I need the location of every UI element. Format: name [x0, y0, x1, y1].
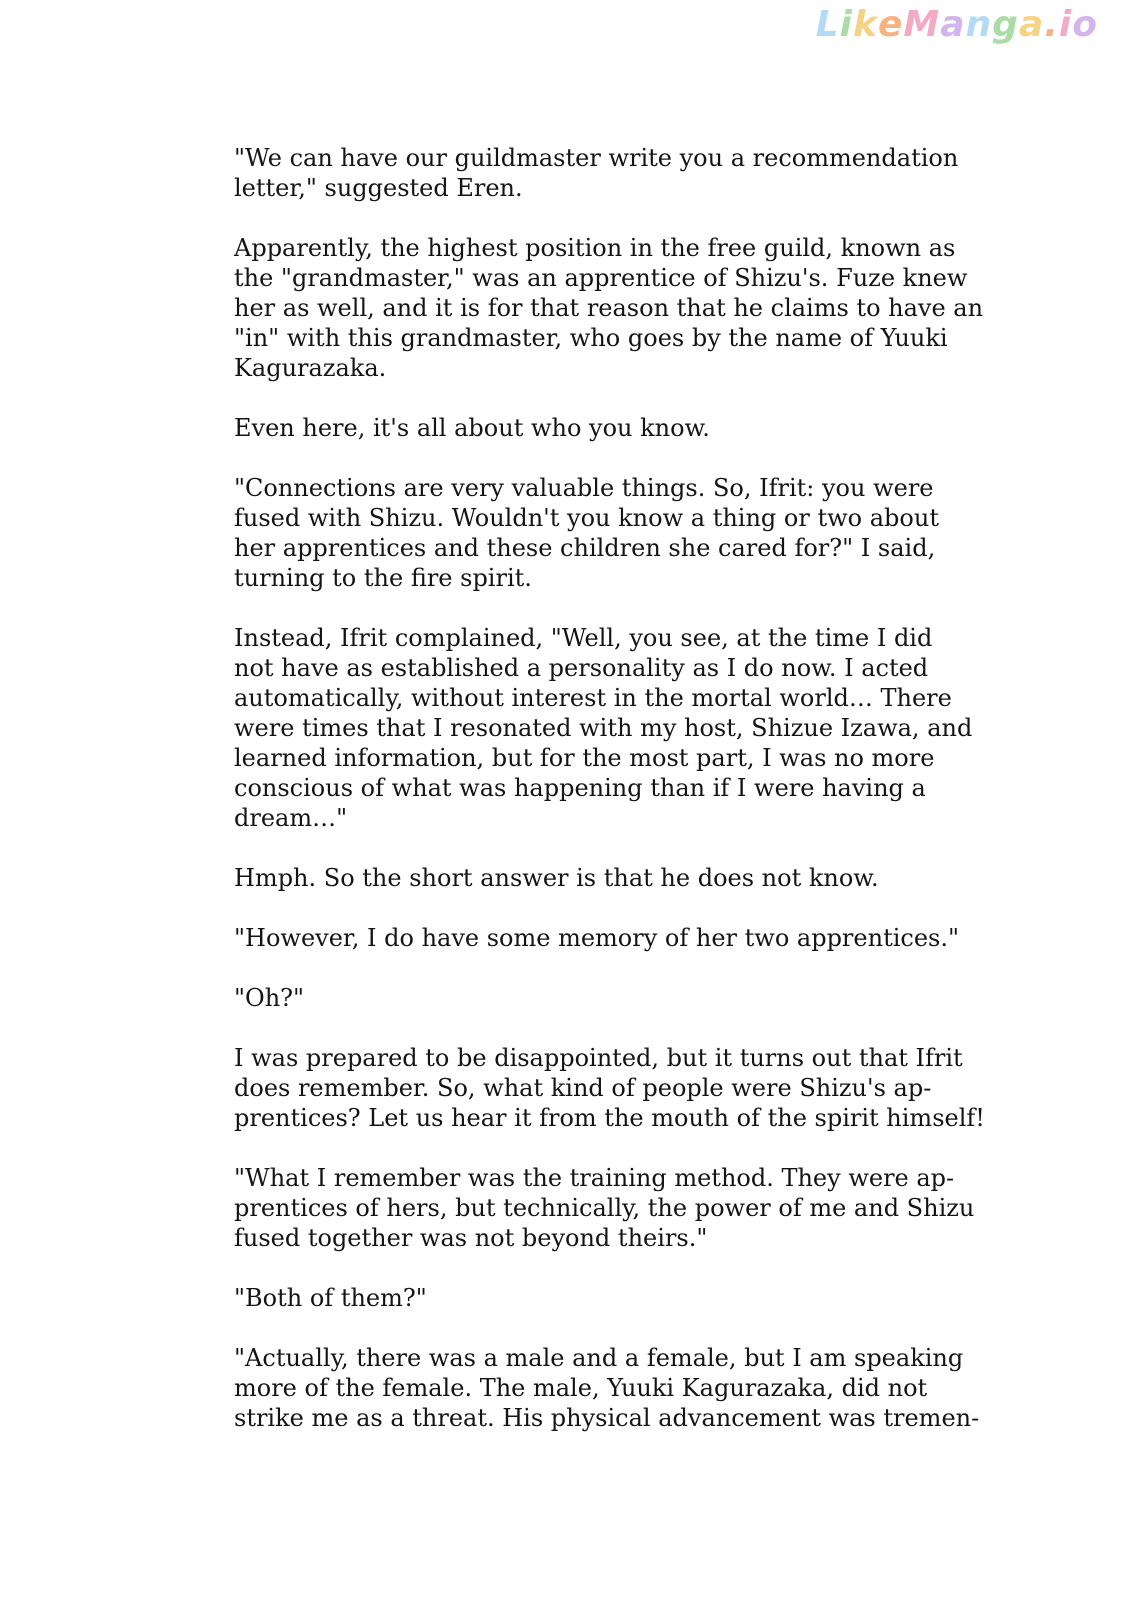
watermark-letter: i	[1058, 4, 1073, 45]
paragraph	[234, 233, 984, 383]
text-line: "in" with this grandmaster, who goes by the name of Yuuki	[234, 324, 948, 352]
text-line: were times that I resonated with my host, Shizue Izawa, and	[234, 714, 973, 742]
text-line: fused with Shizu. Wouldn't you know a thing or two about	[234, 504, 939, 532]
text-line: turning to the fire spirit.	[234, 564, 532, 592]
text-line: learned information, but for the most part, I was no more	[234, 744, 935, 772]
watermark-letter: M	[903, 4, 941, 45]
site-watermark-logo	[816, 4, 1098, 45]
paragraph	[234, 1163, 975, 1253]
watermark-letter: a	[940, 4, 966, 45]
watermark-letter: g	[992, 4, 1019, 45]
text-line: Instead, Ifrit complained, "Well, you see, at the time I did	[234, 624, 933, 652]
paragraph	[234, 413, 894, 443]
watermark-letter: k	[853, 4, 878, 45]
text-line: Even here, it's all about who you know.	[234, 414, 710, 442]
text-line: "Oh?"	[234, 984, 305, 1012]
paragraph	[234, 1343, 980, 1433]
text-line: "Connections are very valuable things. So, Ifrit: you were	[234, 474, 934, 502]
text-line: the "grandmaster," was an apprentice of Shizu's. Fuze knew	[234, 264, 968, 292]
text-line: "Actually, there was a male and a female, but I am speaking	[234, 1344, 964, 1372]
text-line: "What I remember was the training method. They were ap-	[234, 1164, 955, 1192]
watermark-letter: L	[815, 4, 840, 45]
text-line: "Both of them?"	[234, 1284, 427, 1312]
text-line: "We can have our guildmaster write you a recommendation	[234, 144, 959, 172]
text-line: not have as established a personality as I do now. I acted	[234, 654, 929, 682]
text-line: Apparently, the highest position in the free guild, known as	[234, 234, 956, 262]
paragraph	[234, 1043, 985, 1133]
watermark-letter: i	[839, 4, 854, 45]
paragraph	[234, 923, 960, 953]
paragraph	[234, 473, 939, 593]
text-line: Kagurazaka.	[234, 354, 387, 382]
text-line: strike me as a threat. His physical advancement was tremen-	[234, 1404, 980, 1432]
watermark-letter: a	[1018, 4, 1045, 45]
text-line: I was prepared to be disappointed, but it turns out that Ifrit	[234, 1044, 963, 1072]
text-line: "However, I do have some memory of her two apprentices."	[234, 924, 960, 952]
text-line: more of the female. The male, Yuuki Kagurazaka, did not	[234, 1374, 928, 1402]
text-line: letter," suggested Eren.	[234, 174, 523, 202]
text-line: conscious of what was happening than if I were having a	[234, 774, 926, 802]
text-line: her apprentices and these children she cared for?" I said,	[234, 534, 936, 562]
paragraph	[234, 1283, 894, 1313]
watermark-letter: .	[1044, 4, 1059, 45]
watermark-letter: o	[1072, 4, 1098, 45]
page-text	[234, 143, 985, 1463]
text-line: dream…"	[234, 804, 348, 832]
watermark-letter: e	[877, 4, 904, 45]
text-line: prentices? Let us hear it from the mouth of the spirit himself!	[234, 1104, 985, 1132]
text-line: does remember. So, what kind of people were Shizu's ap-	[234, 1074, 932, 1102]
text-line: automatically, without interest in the mortal world… There	[234, 684, 952, 712]
text-line: her as well, and it is for that reason that he claims to have an	[234, 294, 984, 322]
paragraph	[234, 623, 973, 833]
paragraph	[234, 983, 894, 1013]
watermark-letter: n	[965, 4, 993, 45]
paragraph	[234, 863, 894, 893]
paragraph	[234, 143, 959, 203]
text-line: fused together was not beyond theirs."	[234, 1224, 708, 1252]
text-line: prentices of hers, but technically, the power of me and Shizu	[234, 1194, 975, 1222]
text-line: Hmph. So the short answer is that he does not know.	[234, 864, 879, 892]
